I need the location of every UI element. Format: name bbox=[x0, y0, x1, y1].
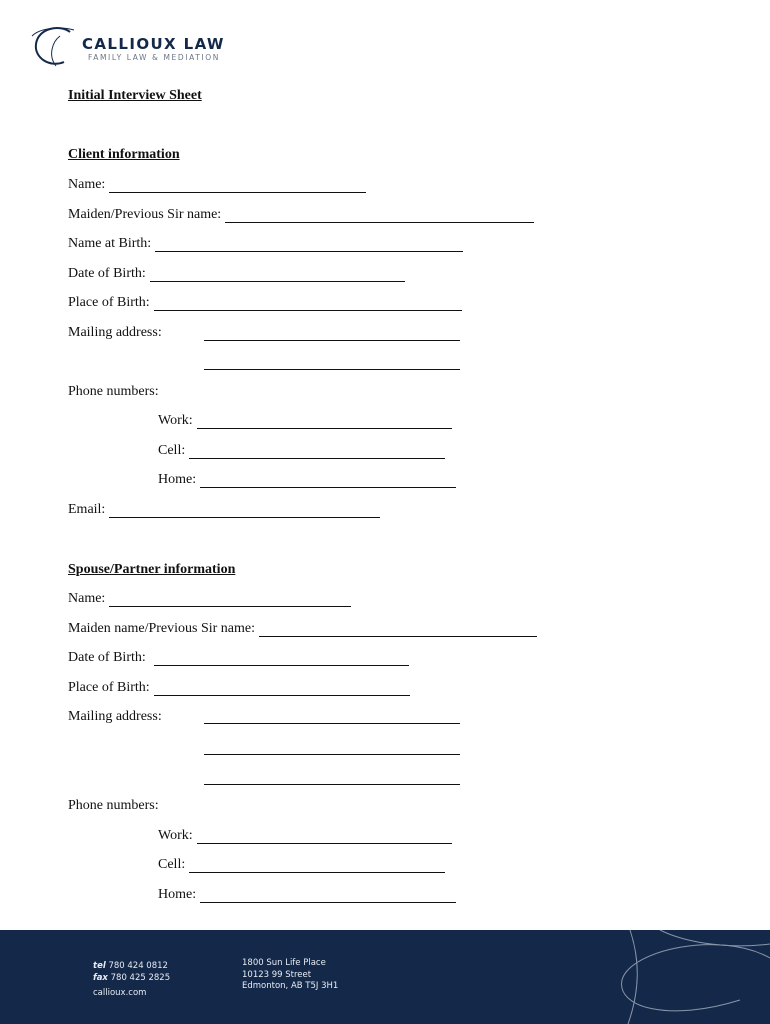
footer-tel: 780 424 0812 bbox=[108, 961, 168, 971]
client-home-label: Home: bbox=[158, 472, 197, 487]
spouse-maiden-field[interactable] bbox=[259, 622, 537, 637]
spouse-cell-field[interactable] bbox=[189, 858, 445, 873]
client-name-row bbox=[68, 177, 366, 195]
spouse-home-label: Home: bbox=[158, 887, 197, 902]
client-maiden-row bbox=[68, 207, 534, 225]
spouse-home-field[interactable] bbox=[200, 888, 456, 903]
address-line-2: 10123 99 Street bbox=[242, 969, 312, 980]
decorative-swirl-icon bbox=[600, 930, 770, 1024]
client-mailing-label: Mailing address: bbox=[68, 325, 162, 340]
spouse-mailing-field-1[interactable] bbox=[204, 722, 460, 724]
spouse-pob-label: Place of Birth: bbox=[68, 680, 150, 695]
client-section-heading: Client information bbox=[68, 147, 180, 162]
client-cell-row bbox=[158, 443, 445, 461]
client-email-label: Email: bbox=[68, 502, 106, 517]
page-footer bbox=[0, 930, 770, 1024]
spouse-cell-label: Cell: bbox=[158, 857, 186, 872]
spouse-section-heading: Spouse/Partner information bbox=[68, 562, 236, 577]
logo-c-monogram-icon bbox=[30, 22, 80, 72]
document-title: Initial Interview Sheet bbox=[68, 88, 202, 103]
spouse-cell-row bbox=[158, 857, 445, 875]
client-mailing-field-2[interactable] bbox=[204, 368, 460, 370]
client-birth-name-row bbox=[68, 236, 463, 254]
client-email-row bbox=[68, 502, 380, 520]
spouse-home-row bbox=[158, 887, 456, 905]
spouse-work-field[interactable] bbox=[197, 829, 452, 844]
logo-tagline: FAMILY LAW & MEDIATION bbox=[88, 53, 220, 62]
client-birth-name-label: Name at Birth: bbox=[68, 236, 152, 251]
client-name-field[interactable] bbox=[109, 178, 366, 193]
spouse-dob-label: Date of Birth: bbox=[68, 650, 146, 665]
spouse-phones-label: Phone numbers: bbox=[68, 798, 159, 813]
client-work-row bbox=[158, 413, 452, 431]
client-pob-field[interactable] bbox=[154, 296, 462, 311]
client-dob-row bbox=[68, 266, 405, 284]
spouse-pob-row bbox=[68, 680, 410, 698]
client-pob-row bbox=[68, 295, 462, 313]
client-home-field[interactable] bbox=[200, 473, 456, 488]
client-mailing-field-1[interactable] bbox=[204, 339, 460, 341]
client-work-field[interactable] bbox=[197, 414, 452, 429]
spouse-dob-row bbox=[68, 650, 409, 668]
logo-name: CALLIOUX LAW bbox=[82, 35, 225, 53]
spouse-name-field[interactable] bbox=[109, 592, 351, 607]
spouse-mailing-field-3[interactable] bbox=[204, 783, 460, 785]
footer-address bbox=[242, 958, 338, 993]
client-cell-label: Cell: bbox=[158, 443, 186, 458]
fax-label: fax bbox=[93, 973, 108, 983]
client-maiden-field[interactable] bbox=[225, 208, 534, 223]
spouse-mailing-label: Mailing address: bbox=[68, 709, 162, 724]
spouse-name-row bbox=[68, 591, 351, 609]
footer-contact bbox=[93, 960, 170, 984]
spouse-work-label: Work: bbox=[158, 828, 193, 843]
spouse-maiden-row bbox=[68, 621, 537, 639]
spouse-name-label: Name: bbox=[68, 591, 106, 606]
client-phones-label: Phone numbers: bbox=[68, 384, 159, 399]
spouse-pob-field[interactable] bbox=[154, 681, 410, 696]
footer-website[interactable]: callioux.com bbox=[93, 988, 147, 998]
client-name-label: Name: bbox=[68, 177, 106, 192]
client-work-label: Work: bbox=[158, 413, 193, 428]
client-maiden-label: Maiden/Previous Sir name: bbox=[68, 207, 222, 222]
client-pob-label: Place of Birth: bbox=[68, 295, 150, 310]
spouse-maiden-label: Maiden name/Previous Sir name: bbox=[68, 621, 256, 636]
spouse-dob-field[interactable] bbox=[154, 651, 409, 666]
client-email-field[interactable] bbox=[109, 503, 380, 518]
spouse-work-row bbox=[158, 828, 452, 846]
client-cell-field[interactable] bbox=[189, 444, 445, 459]
spouse-mailing-field-2[interactable] bbox=[204, 753, 460, 755]
client-dob-field[interactable] bbox=[150, 267, 405, 282]
company-logo bbox=[30, 22, 250, 72]
client-home-row bbox=[158, 472, 456, 490]
footer-fax: 780 425 2825 bbox=[110, 973, 171, 983]
client-dob-label: Date of Birth: bbox=[68, 266, 146, 281]
tel-label: tel bbox=[93, 961, 106, 971]
address-line-1: 1800 Sun Life Place bbox=[242, 958, 326, 968]
address-line-3: Edmonton, AB T5J 3H1 bbox=[242, 981, 339, 991]
client-birth-name-field[interactable] bbox=[155, 237, 463, 252]
